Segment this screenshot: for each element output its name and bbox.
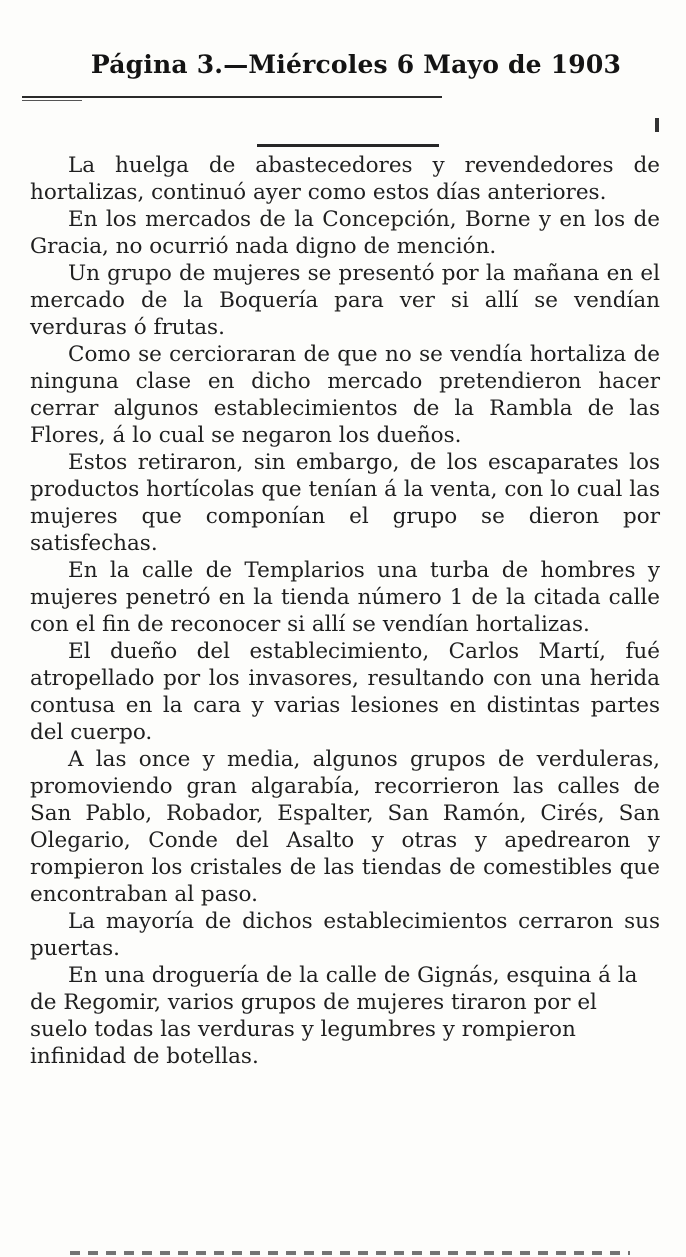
paragraph-2: En los mercados de la Concepción, Borne y en los de Gracia, no ocurrió nada digno de mención.	[30, 207, 660, 259]
paragraph-4: Como se cercioraran de que no se vendía hortaliza de ninguna clase en dicho mercado pretendieron hacer cerrar algunos establecimientos de la Rambla de las Flores, á lo cual se negaron los dueños.	[30, 342, 660, 448]
paragraph-1: La huelga de abastecedores y revendedores de hortalizas, continuó ayer como estos días anteriores.	[30, 153, 660, 205]
section-divider	[257, 144, 439, 147]
paragraph-6: En la calle de Templarios una turba de hombres y mujeres penetró en la tienda número 1 de la citada calle con el fin de reconocer si allí se vendían hortalizas.	[30, 558, 660, 637]
paragraph-10: En una droguería de la calle de Gignás, esquina á la de Regomir, varios grupos de mujeres tiraron por el suelo todas las verduras y legumbres y rompieron infinidad de botellas.	[30, 963, 638, 1069]
margin-mark	[655, 118, 659, 132]
cutoff-text-line	[30, 1243, 660, 1257]
page-title: Página 3.—Miércoles 6 Mayo de 1903	[90, 50, 622, 79]
article-body	[30, 152, 660, 1070]
page-header	[0, 50, 686, 79]
paragraph-3: Un grupo de mujeres se presentó por la mañana en el mercado de la Boquería para ver si allí se vendían verduras ó frutas.	[30, 261, 660, 340]
header-rule-accent	[22, 100, 82, 101]
paragraph-9: La mayoría de dichos establecimientos cerraron sus puertas.	[30, 909, 660, 961]
paragraph-5: Estos retiraron, sin embargo, de los escaparates los productos hortícolas que tenían á la venta, con lo cual las mujeres que componían el grupo se dieron por satisfechas.	[30, 450, 660, 556]
paragraph-8: A las once y media, algunos grupos de verduleras, promoviendo gran algarabía, recorrieron las calles de San Pablo, Robador, Espalter, San Ramón, Cirés, San Olegario, Conde del Asalto y otras y apedrearon y rompieron los cristales de las tiendas de comestibles que encontraban al paso.	[30, 747, 660, 907]
header-rule	[22, 96, 442, 98]
paragraph-7: El dueño del establecimiento, Carlos Martí, fué atropellado por los invasores, resultando con una herida contusa en la cara y varias lesiones en distintas partes del cuerpo.	[30, 639, 660, 745]
